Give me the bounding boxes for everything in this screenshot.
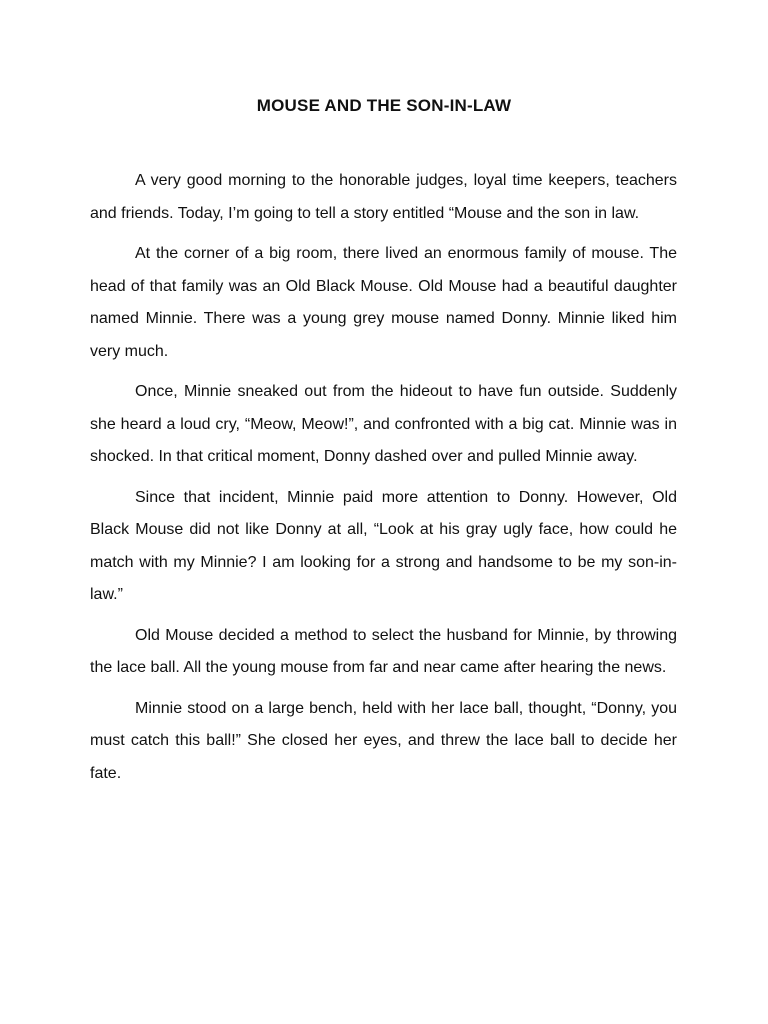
paragraph-1: A very good morning to the honorable judges, loyal time keepers, teachers and friends. Today, I’m going to tell a story entitled “Mouse and the son in law. bbox=[90, 172, 677, 222]
document-body bbox=[90, 165, 677, 798]
paragraph-2: At the corner of a big room, there lived an enormous family of mouse. The head of that family was an Old Black Mouse. Old Mouse had a beautiful daughter named Minnie. There was a young grey mouse named Donny. Minnie liked him very much. bbox=[90, 245, 677, 360]
paragraph-3: Once, Minnie sneaked out from the hideout to have fun outside. Suddenly she heard a loud cry, “Meow, Meow!”, and confronted with a big cat. Minnie was in shocked. In that critical moment, Donny dashed over and pulled Minnie away. bbox=[90, 383, 677, 465]
document-title: MOUSE AND THE SON-IN-LAW bbox=[256, 96, 512, 115]
paragraph-5: Old Mouse decided a method to select the husband for Minnie, by throwing the lace ball. All the young mouse from far and near came after hearing the news. bbox=[90, 626, 677, 676]
paragraph-6: Minnie stood on a large bench, held with her lace ball, thought, “Donny, you must catch this ball!” She closed her eyes, and threw the lace ball to decide her fate. bbox=[90, 699, 677, 782]
paragraph-4: Since that incident, Minnie paid more attention to Donny. However, Old Black Mouse did not like Donny at all, “Look at his gray ugly face, how could he match with my Minnie? I am looking for a strong and handsome to be my son-in-law.” bbox=[90, 488, 677, 603]
